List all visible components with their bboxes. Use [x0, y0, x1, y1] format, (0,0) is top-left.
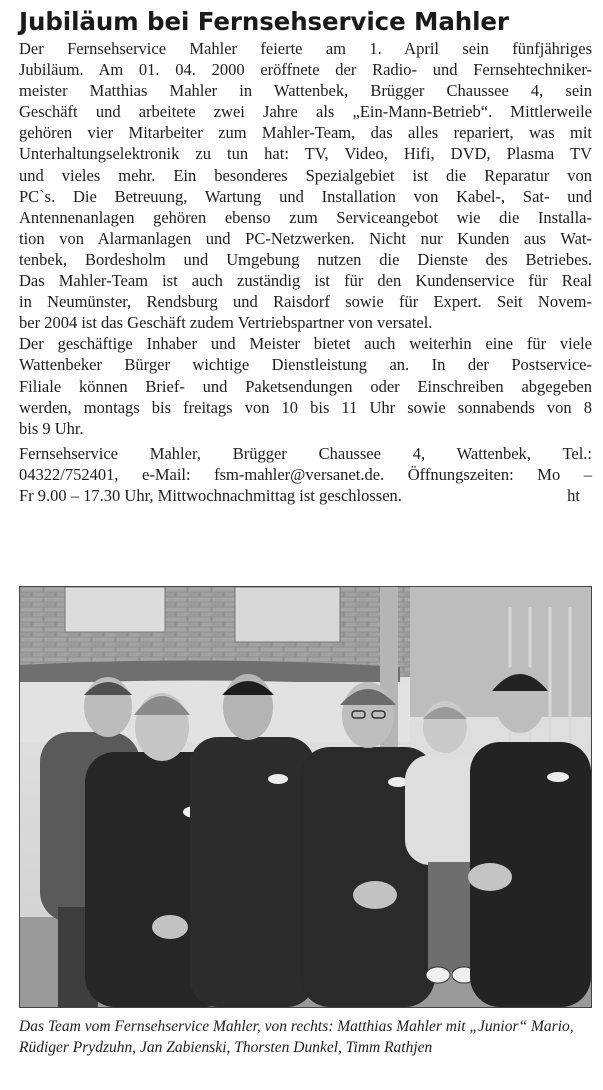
- body-line: Wattenbeker Bürger wichtige Dienstleistung an. In der Postservice-: [19, 355, 592, 375]
- body-line: in Neumünster, Rendsburg und Raisdorf sowie für Expert. Seit Novem-: [19, 292, 592, 312]
- photo-caption: Das Team vom Fernsehservice Mahler, von rechts: Matthias Mahler mit „Junior“ Mario, Rüdiger Prydzuhn, Jan Zabienski, Thorsten Dunkel, Timm Rathjen: [19, 1018, 574, 1056]
- body-line: tion von Alarmanlagen und PC-Netzwerken. Nicht nur Kunden aus Wat-: [19, 228, 592, 248]
- contact-line: Fernsehservice Mahler, Brügger Chaussee 4, Wattenbek, Tel.:: [19, 443, 592, 463]
- body-line: PC`s. Die Betreuung, Wartung und Installation von Kabel-, Sat- und: [19, 186, 592, 206]
- article-headline: Jubiläum bei Fernsehservice Mahler: [19, 7, 509, 36]
- article-body: [19, 38, 592, 506]
- body-line: Das Mahler-Team ist auch zuständig ist für den Kundenservice für Real: [19, 271, 592, 291]
- contact-hours: Fr 9.00 – 17.30 Uhr, Mittwochnachmittag ist geschlossen.: [19, 485, 402, 505]
- team-photo: [19, 586, 592, 1008]
- contact-last-line: [19, 485, 592, 506]
- author-initials: ht: [567, 485, 580, 505]
- body-line: und vieles mehr. Ein besonderes Spezialgebiet ist die Reparatur von: [19, 165, 592, 185]
- team-photo-illustration: [20, 587, 591, 1007]
- body-line: tenbek, Bordesholm und Umgebung nutzen die Dienste des Betriebes.: [19, 249, 592, 269]
- body-line: Filiale können Brief- und Paketsendungen oder Einschreiben abgegeben: [19, 376, 592, 396]
- body-line: meister Matthias Mahler in Wattenbek, Brügger Chaussee 4, sein: [19, 81, 592, 101]
- body-line: gehören vier Mitarbeiter zum Mahler-Team, das alles repariert, was mit: [19, 123, 592, 143]
- body-line: bis 9 Uhr.: [19, 418, 84, 438]
- body-line: Antennenanlagen gehören ebenso zum Serviceangebot wie die Installa-: [19, 207, 592, 227]
- body-line: ber 2004 ist das Geschäft zudem Vertriebspartner von versatel.: [19, 313, 433, 333]
- body-line: Jubiläum. Am 01. 04. 2000 eröffnete der Radio- und Fernsehtechniker-: [19, 60, 592, 80]
- contact-line: 04322/752401, e-Mail: fsm-mahler@versanet.de. Öffnungszeiten: Mo –: [19, 464, 592, 484]
- body-line: Der Fernsehservice Mahler feierte am 1. April sein fünfjähriges: [19, 39, 592, 58]
- body-line: werden, montags bis freitags von 10 bis 11 Uhr sowie sonnabends von 8: [19, 397, 592, 417]
- body-line: Der geschäftige Inhaber und Meister bietet auch weiterhin eine für viele: [19, 334, 592, 354]
- body-line: Unterhaltungselektronik zu tun hat: TV, Video, Hifi, DVD, Plasma TV: [19, 144, 592, 164]
- body-line: Geschäft und arbeitete zwei Jahre als „Ein-Mann-Betrieb“. Mittlerweile: [19, 102, 592, 122]
